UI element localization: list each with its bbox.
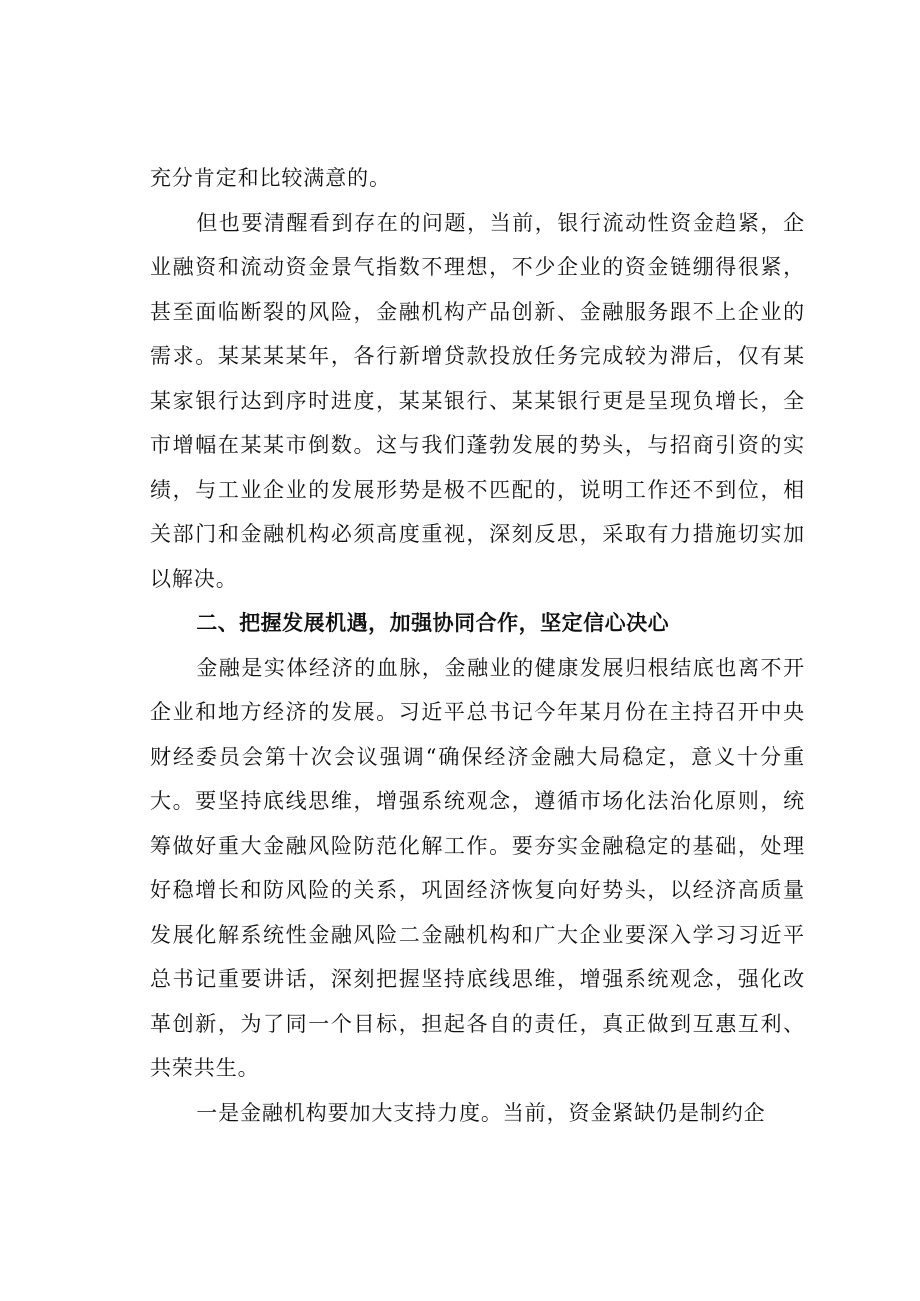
paragraph-problems: 但也要清醒看到存在的问题，当前，银行流动性资金趋紧，企业融资和流动资金景气指数不理想，不少企业的资金链绷得很紧，甚至面临断裂的风险，金融机构产品创新、金融服务跟不上企业的需求。某某某某年，各行新增贷款投放任务完成较为滞后，仅有某某家银行达到序时进度，某某银行、某某银行更是呈现负增长，全市增幅在某某市倒数。这与我们蓬勃发展的势头，与招商引资的实绩，与工业企业的发展形势是极不匹配的，说明工作还不到位，相关部门和金融机构必须高度重视，深刻反思，采取有力措施切实加以解决。 (150, 210, 805, 591)
paragraph-point-one: 一是金融机构要加大支持力度。当前，资金紧缺仍是制约企 (196, 1100, 766, 1125)
paragraph-finance-blood: 金融是实体经济的血脉，金融业的健康发展归根结底也离不开企业和地方经济的发展。习近平总书记今年某月份在主持召开中央财经委员会第十次会议强调“确保经济金融大局稳定，意义十分重大。要坚持底线思维，增强系统观念，遵循市场化法治化原则，统筹做好重大金融风险防范化解工作。要夯实金融稳定的基础，处理好稳增长和防风险的关系，巩固经济恢复向好势头，以经济高质量发展化解系统性金融风险二金融机构和广大企业要深入学习习近平总书记重要讲话，深刻把握坚持底线思维，增强系统观念，强化改革创新，为了同一个目标，担起各自的责任，真正做到互惠互利、共荣共生。 (150, 655, 805, 1080)
document-body (150, 156, 805, 1135)
paragraph-continuation: 充分肯定和比较满意的。 (150, 166, 391, 190)
section-heading: 二、把握发展机遇，加强协同合作，坚定信心决心 (196, 611, 670, 635)
